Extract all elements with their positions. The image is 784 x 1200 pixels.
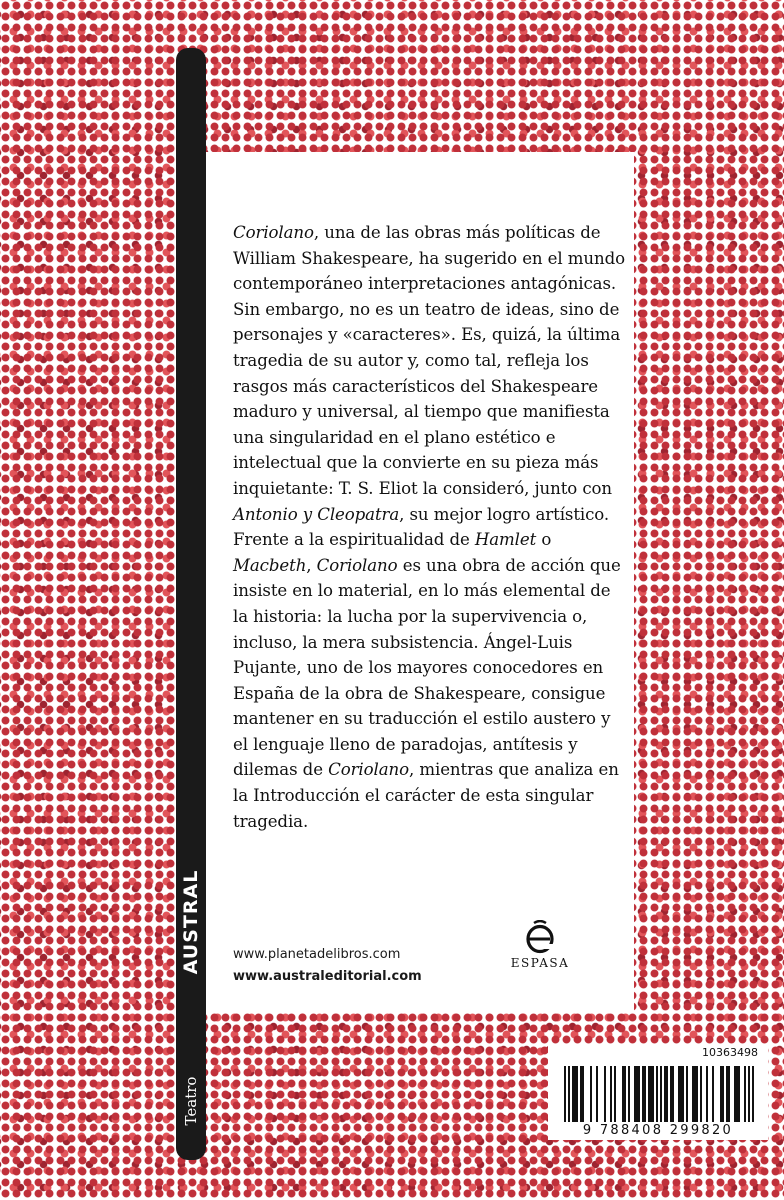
- italic-title: Macbeth: [233, 555, 307, 575]
- italic-title: Coriolano: [233, 223, 314, 242]
- italic-title: Antonio y Cleopatra: [233, 504, 400, 524]
- barcode-bar: [736, 1066, 738, 1122]
- publisher-name: ESPASA: [510, 956, 570, 970]
- description-text: o: [536, 530, 552, 550]
- website-links: [233, 944, 422, 988]
- barcode-bar: [650, 1066, 652, 1122]
- barcode-bar: [568, 1066, 570, 1122]
- barcode-bar: [678, 1066, 680, 1122]
- description-text: es una obra de acción que insiste en lo material, en lo más elemental de la historia: la lucha por la supervivencia o, incluso, la mera subsistencia. Ángel-Luis Pujante, uno de los mayores conocedores en España de la obra de Shakespeare, consigue mantener en su traducción el estilo austero y el lenguaje lleno de paradojas, antítesis y dilemas de: [233, 555, 621, 780]
- barcode-bar: [614, 1066, 616, 1122]
- description-text: , una de las obras más políticas de William Shakespeare, ha sugerido en el mundo contemporáneo interpretaciones antagónicas. Sin embargo, no es un teatro de ideas, sino de personajes y «caracteres». Es, quizá, la última tragedia de su autor y, como tal, refleja los rasgos más característicos del Shakespeare maduro y universal, al tiempo que manifiesta una singularidad en el plano estético e intelectual que la convierte en su pieza más inquietante: T. S. Eliot la consideró, junto con: [233, 223, 626, 498]
- barcode-bar: [590, 1066, 592, 1122]
- barcode-bar: [720, 1066, 722, 1122]
- barcode-bar: [652, 1066, 654, 1122]
- barcode-bar: [574, 1066, 576, 1122]
- barcode-bar: [572, 1066, 574, 1122]
- barcode-bar: [622, 1066, 624, 1122]
- barcode-bar: [610, 1066, 612, 1122]
- italic-title: Hamlet: [474, 530, 537, 550]
- austral-link[interactable]: www.australeditorial.com: [233, 969, 422, 984]
- barcode-bar: [638, 1066, 640, 1122]
- barcode-bar: [666, 1066, 668, 1122]
- barcode-panel: [548, 1044, 768, 1140]
- spine-genre-label: Teatro: [182, 1076, 200, 1126]
- barcode-bar: [656, 1066, 658, 1122]
- barcode-bar: [624, 1066, 626, 1122]
- publisher-logo: [510, 920, 570, 970]
- barcode-bar: [686, 1066, 688, 1122]
- barcode-bar: [738, 1066, 740, 1122]
- barcode-bar: [748, 1066, 750, 1122]
- italic-title: Coriolano: [328, 760, 409, 780]
- spine-brand-label: AUSTRAL: [180, 869, 202, 975]
- barcode-bar: [722, 1066, 724, 1122]
- book-spine-band: [176, 48, 206, 1160]
- isbn-digits: 9 788408 299820: [582, 1123, 734, 1138]
- barcode-bar: [664, 1066, 666, 1122]
- barcode-bar: [634, 1066, 636, 1122]
- barcode-bar: [596, 1066, 598, 1122]
- barcode-bar: [692, 1066, 694, 1122]
- barcode-bar: [644, 1066, 646, 1122]
- barcode-bar: [728, 1066, 730, 1122]
- barcode-bar: [734, 1066, 736, 1122]
- planeta-link[interactable]: www.planetadelibros.com: [233, 947, 401, 962]
- barcode-bar: [648, 1066, 650, 1122]
- italic-title: Coriolano: [316, 555, 398, 575]
- barcode-bar: [696, 1066, 698, 1122]
- barcode-bar: [604, 1066, 606, 1122]
- barcode-bar: [564, 1066, 566, 1122]
- barcode-bar: [670, 1066, 672, 1122]
- barcode-bar: [580, 1066, 582, 1122]
- barcode-bar: [694, 1066, 696, 1122]
- barcode-bar: [700, 1066, 702, 1122]
- barcode-bar: [642, 1066, 644, 1122]
- barcode-bar: [680, 1066, 682, 1122]
- product-code: 10363498: [702, 1046, 758, 1059]
- barcode-bar: [726, 1066, 728, 1122]
- barcode-bar: [706, 1066, 708, 1122]
- espasa-e-logo-icon: [522, 920, 558, 954]
- book-description: [233, 220, 625, 834]
- barcode-bar: [712, 1066, 714, 1122]
- barcode-bar: [576, 1066, 578, 1122]
- barcode-bar: [682, 1066, 684, 1122]
- barcode-bar: [636, 1066, 638, 1122]
- description-text: , su mejor logro artístico. Frente a la espiritualidad de: [233, 504, 610, 550]
- barcode-bar: [752, 1066, 754, 1122]
- barcode-bar: [660, 1066, 662, 1122]
- barcode-bar: [672, 1066, 674, 1122]
- barcode-bar: [744, 1066, 746, 1122]
- barcode-bar: [582, 1066, 584, 1122]
- description-text: ,: [306, 555, 317, 575]
- description-text: , mientras que analiza en la Introducción el carácter de esta singular tragedia.: [233, 760, 619, 831]
- barcode-bar: [628, 1066, 630, 1122]
